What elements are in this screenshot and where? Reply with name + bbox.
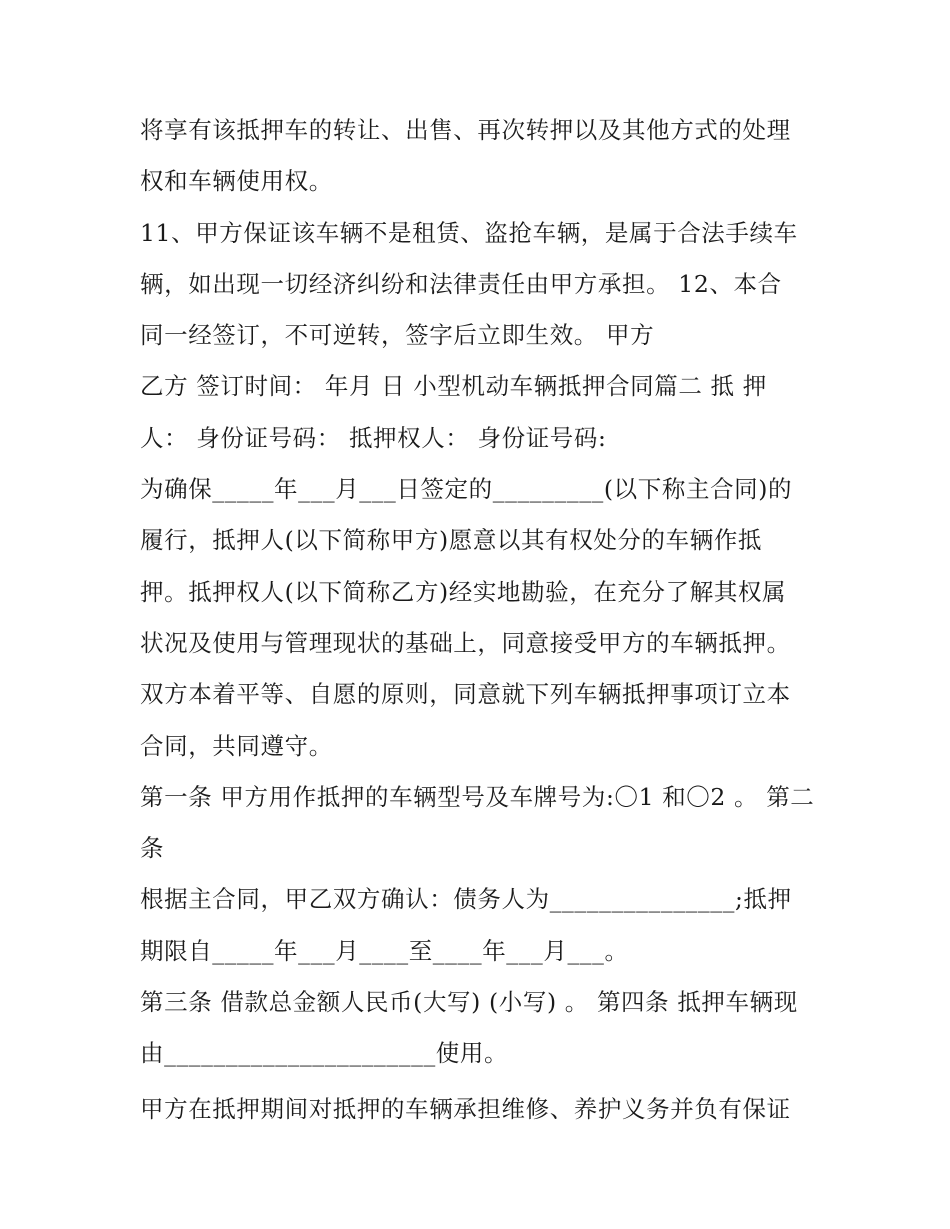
text-line: 同一经签订，不可逆转，签字后立即生效。 甲方 — [140, 321, 655, 350]
text-line: 履行，抵押人(以下简称甲方)愿意以其有权处分的车辆作抵 — [140, 526, 763, 555]
text-line: 条 — [140, 834, 165, 863]
text-line: 11、甲方保证该车辆不是租赁、盗抢车辆，是属于合法手续车 — [140, 218, 798, 247]
text-line: 合同，共同遵守。 — [140, 731, 333, 760]
text-line: 由______________________使用。 — [140, 1039, 509, 1068]
text-line: 甲方在抵押期间对抵押的车辆承担维修、养护义务并负有保证 — [140, 1094, 791, 1123]
text-line: 双方本着平等、自愿的原则，同意就下列车辆抵押事项订立本 — [140, 680, 791, 709]
text-line: 第一条 甲方用作抵押的车辆型号及车牌号为:〇1 和〇2 。 第二 — [140, 782, 815, 811]
text-line: 状况及使用与管理现状的基础上，同意接受甲方的车辆抵押。 — [140, 628, 791, 657]
text-line: 为确保_____年___月___日签定的_________(以下称主合同)的 — [140, 475, 793, 504]
text-line: 将享有该抵押车的转让、出售、再次转押以及其他方式的处理 — [140, 116, 791, 144]
text-line: 期限自_____年___月____至____年___月___。 — [140, 936, 629, 965]
text-line: 人： 身份证号码： 抵押权人： 身份证号码: — [140, 423, 607, 452]
document-body — [140, 105, 820, 1135]
text-line: 权和车辆使用权。 — [140, 167, 333, 196]
text-line: 辆，如出现一切经济纠纷和法律责任由甲方承担。 12、本合 — [140, 269, 782, 298]
text-line: 押。抵押权人(以下简称乙方)经实地勘验，在充分了解其权属 — [140, 577, 787, 606]
text-line: 根据主合同，甲乙双方确认：债务人为_______________;抵押 — [140, 885, 792, 914]
text-line: 乙方 签订时间： 年月 日 小型机动车辆抵押合同篇二 抵 押 — [140, 372, 767, 401]
text-line: 第三条 借款总金额人民币(大写) (小写) 。 第四条 抵押车辆现 — [140, 988, 798, 1017]
